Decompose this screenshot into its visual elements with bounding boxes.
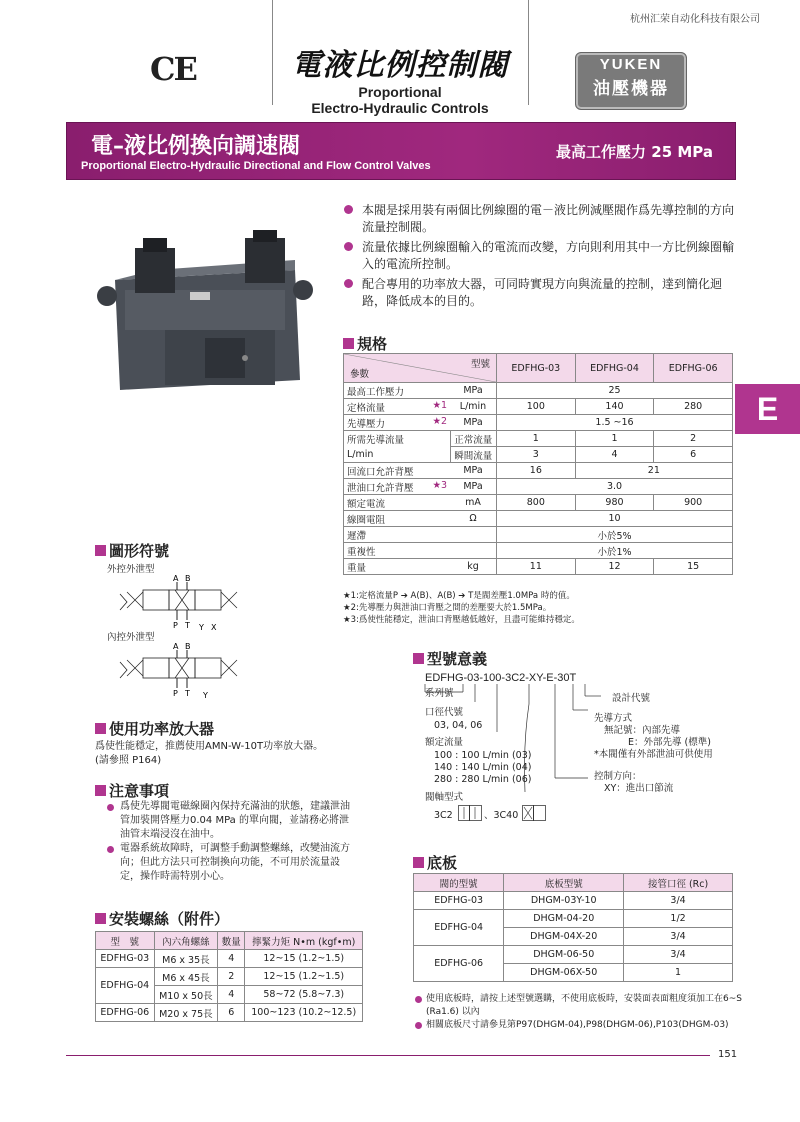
spool-type: 、3C40 [484,810,519,821]
square-icon [95,785,106,796]
bore-label: 口徑代號 [425,707,464,718]
control-label: 控制方向： [594,771,642,782]
logo-subtext: 油壓機器 [593,79,669,99]
bullet-icon [107,846,114,853]
pilot-label: 先導方式 [594,713,633,724]
model-code-heading: 型號意義 [413,648,487,669]
amplifier-heading: 使用功率放大器 [95,718,214,739]
bullet-icon [344,205,353,214]
feature-item: 流量依據比例線圈輸入的電流而改變，方向則利用其中一方比例線圈輸入的電流所控制。 [342,239,737,273]
ext-symbol-label: 外控外泄型 [107,564,155,575]
spool-label: 閥軸型式 [425,792,464,803]
table-row: 重複性 小於1% [344,543,733,559]
page-number: 151 [718,1049,738,1060]
bullet-icon [344,279,353,288]
spec-note: ★2:先導壓力與泄油口背壓之間的差壓要大於1.5MPa。 [343,603,552,613]
table-row: EDFHG-06 M20 x 75長 6 100~123 (10.2~12.5) [96,1004,363,1022]
svg-text:P: P [173,689,178,698]
spec-table [343,353,733,575]
spool-3c2-icon [458,805,482,821]
flow-value: 100 : 100 L/min (03) [434,750,532,761]
svg-text:X: X [211,623,217,632]
logo-text: YUKEN [599,56,663,73]
svg-text:A: A [173,642,179,651]
model-col-03: EDFHG-03 [497,354,576,383]
flow-label: 額定流量 [425,737,464,748]
banner-title-zh: 電–液比例換向調速閥 [91,134,301,159]
banner-max-pressure: 最高工作壓力 25 MPa [556,143,713,161]
title-en-1: Proportional [358,84,442,100]
spool-type: 3C2 [434,810,453,821]
feature-list [342,202,737,313]
svg-text:P: P [173,621,178,630]
model-col-06: EDFHG-06 [654,354,733,383]
caution-heading: 注意事項 [95,780,169,801]
subplate-note: 相關底板尺寸請參見第P97(DHGM-04),P98(DHGM-06),P103(DHGM-03) [413,1019,743,1032]
feature-item: 本閥是採用裝有兩個比例線圈的電－液比例減壓閥作爲先導控制的方向流量控制閥。 [342,202,737,236]
caution-list [105,800,355,884]
square-icon [343,338,354,349]
bullet-icon [415,996,422,1003]
svg-text:Y: Y [203,691,208,700]
caution-item: 電器系統故障時，可調整手動調整螺絲，改變油流方向；但此方法只可控制換向功能，不可用於流量設定，操作時需特別小心。 [105,842,355,884]
table-row: 最高工作壓力 MPa 25 [344,383,733,399]
amplifier-line: 爲使性能穩定，推薦使用AMN-W-10T功率放大器。 [95,741,324,752]
svg-text:A: A [173,574,179,583]
model-col-04: EDFHG-04 [575,354,654,383]
table-row: 重量 kg 11 12 15 [344,559,733,575]
series-label: 系列號 [425,688,454,699]
table-row: 泄油口允許背壓 ★3 MPa 3.0 [344,479,733,495]
table-row: 先導壓力 ★2 MPa 1.5 ~16 [344,415,733,431]
square-icon [95,545,106,556]
flow-value: 140 : 140 L/min (04) [434,762,532,773]
table-row: EDFHG-03 DHGM-03Y-10 3/4 [414,892,733,910]
table-row: 所需先導流量 正常流量 1 1 2 [344,431,733,447]
spec-corner-cell: 型號 參數 [344,354,497,383]
subplate-notes [413,993,743,1032]
title-en-2: Electro-Hydraulic Controls [311,100,489,116]
table-row: EDFHG-04 M6 x 45長 2 12~15 (1.2~1.5) [96,968,363,986]
bore-values: 03, 04, 06 [434,720,483,731]
bolts-table: 型 號 內六角螺絲 數量 擰緊力矩 N•m (kgf•m) EDFHG-03 M6 x 35長 4 12~15 (1.2~1.5) EDFHG-04 M6 x 45長 2 12~15 (1.2~1.5) M10 x 50長 4 58~72 (5.8~7.3) EDFHG-06 M20 x 75長 6 100~123 (10.2~12.5) [95,931,363,1022]
ce-mark: CE [150,50,196,88]
pilot-note: *本閥僅有外部泄油可供使用 [594,749,713,760]
ext-hydraulic-symbol [115,572,245,632]
table-row: 遲滯 小於5% [344,527,733,543]
square-icon [413,653,424,664]
square-icon [95,723,106,734]
feature-item: 配合專用的功率放大器，可同時實現方向與流量的控制，達到簡化迴路，降低成本的目的。 [342,276,737,310]
table-row: M10 x 50長 4 58~72 (5.8~7.3) [96,986,363,1004]
spec-notes [343,590,580,626]
bolts-heading: 安裝螺絲（附件） [95,908,229,929]
footer-line [66,1055,710,1056]
table-row: 回流口允許背壓 MPa 16 21 [344,463,733,479]
section-banner [66,122,736,180]
table-row: L/min 瞬間流量 3 4 6 [344,447,733,463]
amplifier-text [95,740,323,768]
yuken-logo [575,52,687,110]
table-row: EDFHG-06 DHGM-06-50 3/4 [414,946,733,964]
table-row: 線圈電阻 Ω 10 [344,511,733,527]
svg-text:T: T [185,621,190,630]
model-code-string: EDFHG-03-100-3C2-XY-E-30T [425,672,577,684]
square-icon [95,913,106,924]
flow-value: 280 : 280 L/min (06) [434,774,532,785]
side-tab: E [735,384,800,434]
design-label: 設計代號 [612,693,651,704]
amplifier-ref: (請參照 P164) [95,755,162,766]
banner-title-en: Proportional Electro-Hydraulic Directional and Flow Control Valves [81,160,431,172]
subplate-note: 使用底板時，請按上述型號選購，不使用底板時，安裝面表面粗度須加工在6~S (Ra1.6) 以內 [413,993,743,1019]
spec-note: ★1:定格流量P ➔ A(B)、A(B) ➔ T是閥差壓1.0MPa 時的值。 [343,591,575,601]
pilot-option: 無記號：內部先導 [604,725,681,736]
caution-item: 爲使先導閥電磁線圈內保持充滿油的狀態，建議泄油管加裝開啓壓力0.04 MPa 的單向閥，並請務必將泄油管末端浸沒在油中。 [105,800,355,842]
pilot-option: E：外部先導 (標準) [628,737,711,748]
table-row: EDFHG-04 DHGM-04-20 1/2 [414,910,733,928]
subplate-heading: 底板 [413,852,457,873]
int-hydraulic-symbol [115,640,245,700]
table-row: DHGM-04X-20 3/4 [414,928,733,946]
symbol-heading: 圖形符號 [95,540,169,561]
bullet-icon [344,242,353,251]
table-row: EDFHG-03 M6 x 35長 4 12~15 (1.2~1.5) [96,950,363,968]
svg-text:B: B [185,574,191,583]
bullet-icon [107,804,114,811]
bullet-icon [415,1022,422,1029]
square-icon [413,857,424,868]
table-row: 定格流量 ★1 L/min 100 140 280 [344,399,733,415]
table-row: DHGM-06X-50 1 [414,964,733,982]
spool-3c40-icon [522,805,546,821]
svg-text:Y: Y [199,623,204,632]
title-zh: 電液比例控制閥 [291,48,509,83]
table-row: 額定電流 mA 800 980 900 [344,495,733,511]
spec-note: ★3:爲使性能穩定，泄油口背壓越低越好，且盡可能維持穩定。 [343,615,580,625]
svg-text:B: B [185,642,191,651]
subplate-table: 閥的型號 底板型號 接管口徑 (Rc) EDFHG-03 DHGM-03Y-10 3/4 EDFHG-04 DHGM-04-20 1/2 DHGM-04X-20 3/4 EDFHG-06 DHGM-06-50 3/4 DHGM-06X-50 1 [413,873,733,982]
company-name: 杭州汇荣自动化科技有限公司 [630,14,760,25]
control-option: XY：進出口節流 [604,783,674,794]
int-symbol-label: 內控外泄型 [107,632,155,643]
svg-text:T: T [185,689,190,698]
spec-heading: 規格 [343,333,387,354]
valve-photo [95,230,315,410]
